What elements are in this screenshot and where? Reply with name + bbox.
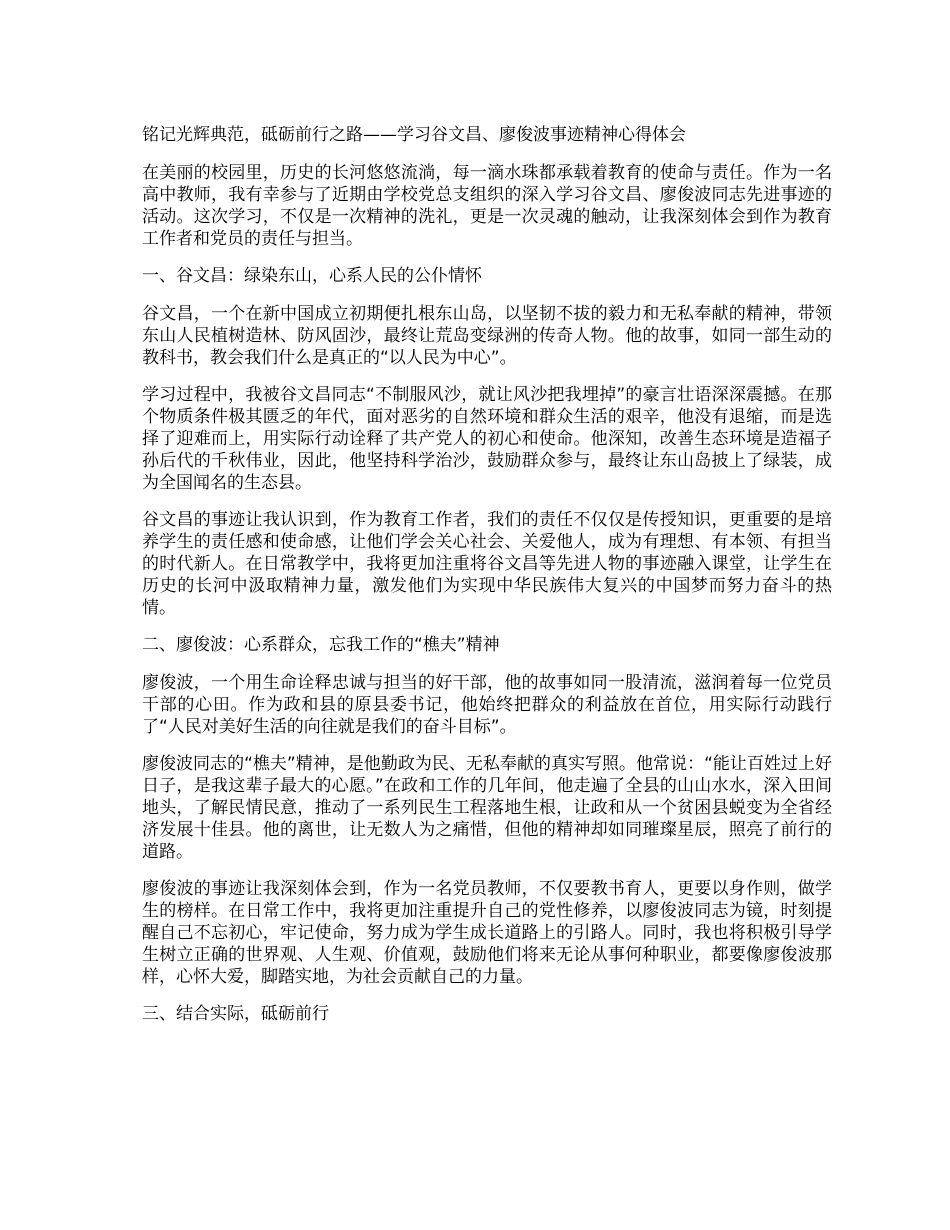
document-page	[142, 124, 832, 1041]
section-1-paragraph-3: 谷文昌的事迹让我认识到，作为教育工作者，我们的责任不仅仅是传授知识，更重要的是培养学生的责任感和使命感，让他们学会关心社会、关爱他人，成为有理想、有本领、有担当的时代新人。在日常教学中，我将更加注重将谷文昌等先进人物的事迹融入课堂，让学生在历史的长河中汲取精神力量，激发他们为实现中华民族伟大复兴的中国梦而努力奋斗的热情。	[142, 510, 832, 618]
section-2-paragraph-2: 廖俊波同志的“樵夫”精神，是他勤政为民、无私奉献的真实写照。他常说：“能让百姓过上好日子，是我这辈子最大的心愿。”在政和工作的几年间，他走遍了全县的山山水水，深入田间地头，了解民情民意，推动了一系列民生工程落地生根，让政和从一个贫困县蜕变为全省经济发展十佳县。他的离世，让无数人为之痛惜，但他的精神却如同璀璨星辰，照亮了前行的道路。	[142, 754, 832, 862]
section-2-paragraph-3: 廖俊波的事迹让我深刻体会到，作为一名党员教师，不仅要教书育人，更要以身作则，做学生的榜样。在日常工作中，我将更加注重提升自己的党性修养，以廖俊波同志为镜，时刻提醒自己不忘初心，牢记使命，努力成为学生成长道路上的引路人。同时，我也将积极引导学生树立正确的世界观、人生观、价值观，鼓励他们将来无论从事何种职业，都要像廖俊波那样，心怀大爱，脚踏实地，为社会贡献自己的力量。	[142, 879, 832, 987]
section-2-paragraph-1: 廖俊波，一个用生命诠释忠诚与担当的好干部，他的故事如同一股清流，滋润着每一位党员干部的心田。作为政和县的原县委书记，他始终把群众的利益放在首位，用实际行动践行了“人民对美好生活的向往就是我们的奋斗目标”。	[142, 673, 832, 737]
section-1-heading: 一、谷文昌：绿染东山，心系人民的公仆情怀	[142, 266, 482, 286]
intro-paragraph: 在美丽的校园里，历史的长河悠悠流淌，每一滴水珠都承载着教育的使命与责任。作为一名高中教师，我有幸参与了近期由学校党总支组织的深入学习谷文昌、廖俊波同志先进事迹的活动。这次学习，不仅是一次精神的洗礼，更是一次灵魂的触动，让我深刻体会到作为教育工作者和党员的责任与担当。	[142, 163, 832, 249]
section-2-heading: 二、廖俊波：心系群众，忘我工作的“樵夫”精神	[142, 635, 500, 655]
section-1-paragraph-1: 谷文昌，一个在新中国成立初期便扎根东山岛，以坚韧不拔的毅力和无私奉献的精神，带领东山人民植树造林、防风固沙，最终让荒岛变绿洲的传奇人物。他的故事，如同一部生动的教科书，教会我们什么是真正的“以人民为中心”。	[142, 304, 832, 368]
document-title: 铭记光辉典范，砥砺前行之路——学习谷文昌、廖俊波事迹精神心得体会	[142, 125, 686, 145]
section-1-paragraph-2: 学习过程中，我被谷文昌同志“不制服风沙，就让风沙把我埋掉”的豪言壮语深深震撼。在那个物质条件极其匮乏的年代，面对恶劣的自然环境和群众生活的艰辛，他没有退缩，而是选择了迎难而上，用实际行动诠释了共产党人的初心和使命。他深知，改善生态环境是造福子孙后代的千秋伟业，因此，他坚持科学治沙，鼓励群众参与，最终让东山岛披上了绿装，成为全国闻名的生态县。	[142, 385, 832, 493]
section-3-heading: 三、结合实际，砥砺前行	[142, 1004, 329, 1024]
